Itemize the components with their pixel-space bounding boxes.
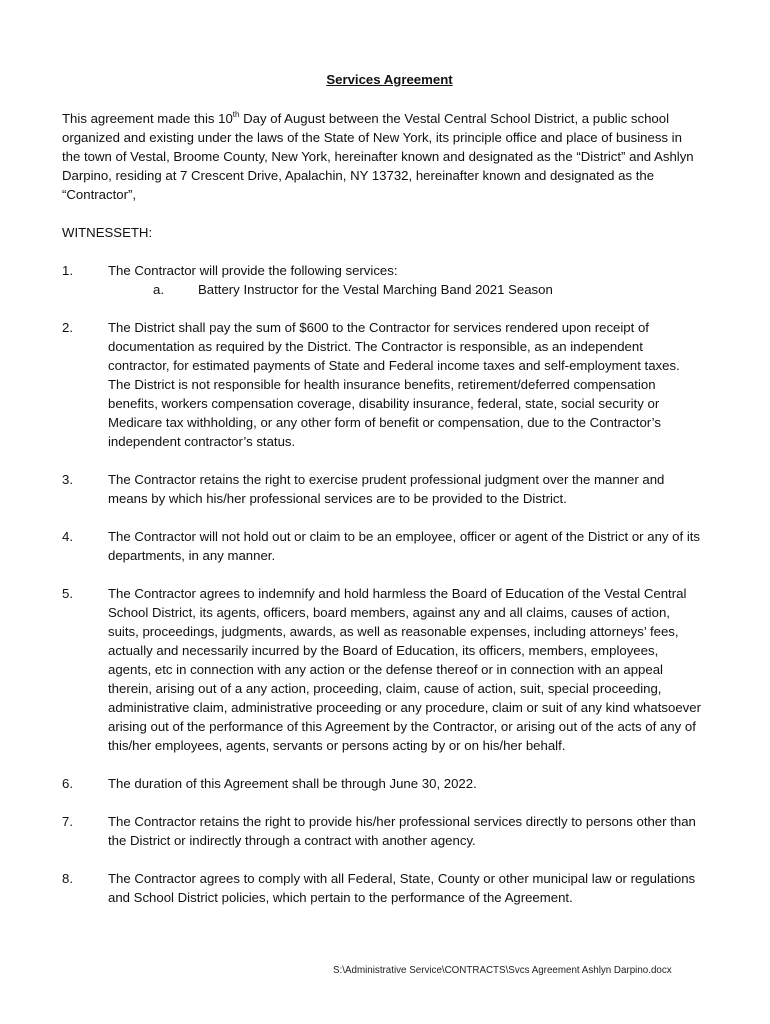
- intro-paragraph: [62, 109, 702, 204]
- subclause-a: [108, 280, 702, 299]
- clause-number: 1.: [62, 263, 73, 278]
- file-path-footer: S:\Administrative Service\CONTRACTS\Svcs Agreement Ashlyn Darpino.docx: [333, 965, 672, 976]
- document-page: [62, 70, 702, 926]
- clause-number: 6.: [62, 776, 73, 791]
- clause-4: [62, 527, 702, 565]
- document-title: Services Agreement: [326, 72, 453, 87]
- clause-number: 8.: [62, 871, 73, 886]
- clause-number: 2.: [62, 320, 73, 335]
- clause-text: The Contractor retains the right to exercise prudent professional judgment over the manner and means by which his/her professional services are to be provided to the District.: [108, 472, 665, 506]
- clause-text: The Contractor will not hold out or claim to be an employee, officer or agent of the District or any of its departments, in any manner.: [108, 529, 701, 563]
- clause-number: 5.: [62, 586, 73, 601]
- clause-text: The District shall pay the sum of $600 to the Contractor for services rendered upon receipt of documentation as required by the District. The Contractor is responsible, as an independent contractor, for estimated payments of State and Federal income taxes and self-employment taxes. The District is not responsible for health insurance benefits, retirement/deferred compensation benefits, workers compensation coverage, disability insurance, federal, state, social security or Medicare tax withholding, or any other form of benefit or compensation, due to the Contractor’s independent contractor’s status.: [108, 320, 680, 449]
- subclause-letter: a.: [153, 282, 164, 297]
- clause-body: [108, 261, 702, 299]
- intro-text-start: This agreement made this 10: [62, 111, 233, 126]
- intro-text-rest: Day of August between the Vestal Central School District, a public school organized and existing under the laws of the State of New York, its principle office and place of business in the town of Vestal, Broome County, New York, hereinafter known and designated as the “District” and Ashlyn Darpino, residing at 7 Crescent Drive, Apalachin, NY 13732, hereinafter known and designated as the “Contractor”,: [62, 111, 694, 202]
- intro-superscript: th: [232, 110, 240, 119]
- clause-number: 3.: [62, 472, 73, 487]
- clause-text: The Contractor agrees to comply with all Federal, State, County or other municipal law or regulations and School District policies, which pertain to the performance of the Agreement.: [108, 871, 696, 905]
- clause-7: [62, 812, 702, 850]
- clause-2: [62, 318, 702, 451]
- clause-text: The Contractor agrees to indemnify and hold harmless the Board of Education of the Vestal Central School District, its agents, officers, board members, against any and all claims, causes of action, suits, proceedings, judgments, awards, as well as reasonable expenses, including attorneys’ fees, actually and necessarily incurred by the Board of Education, its officers, members, employees, agents, etc in connection with any action or the defense thereof or in connection with an appeal therein, arising out of a any action, proceeding, claim, cause of action, suit, special proceeding, administrative claim, administrative proceeding or any procedure, claim or suit of any kind whatsoever arising out of the performance of this Agreement by the Contractor, or arising out of the acts of any of this/her employees, agents, servants or persons acting by or on his/her behalf.: [108, 586, 701, 753]
- clause-5: [62, 584, 702, 755]
- clause-number: 7.: [62, 814, 73, 829]
- clause-text: The Contractor retains the right to provide his/her professional services directly to persons other than the District or indirectly through a contract with another agency.: [108, 814, 696, 848]
- clause-8: [62, 869, 702, 907]
- clause-1: [62, 261, 702, 299]
- clause-number: 4.: [62, 529, 73, 544]
- subclause-text: Battery Instructor for the Vestal Marching Band 2021 Season: [198, 282, 553, 297]
- clause-text: The Contractor will provide the following services:: [108, 263, 398, 278]
- clause-3: [62, 470, 702, 508]
- clause-6: [62, 774, 702, 793]
- witnesseth-heading: WITNESSETH:: [62, 225, 153, 240]
- clause-text: The duration of this Agreement shall be through June 30, 2022.: [108, 776, 477, 791]
